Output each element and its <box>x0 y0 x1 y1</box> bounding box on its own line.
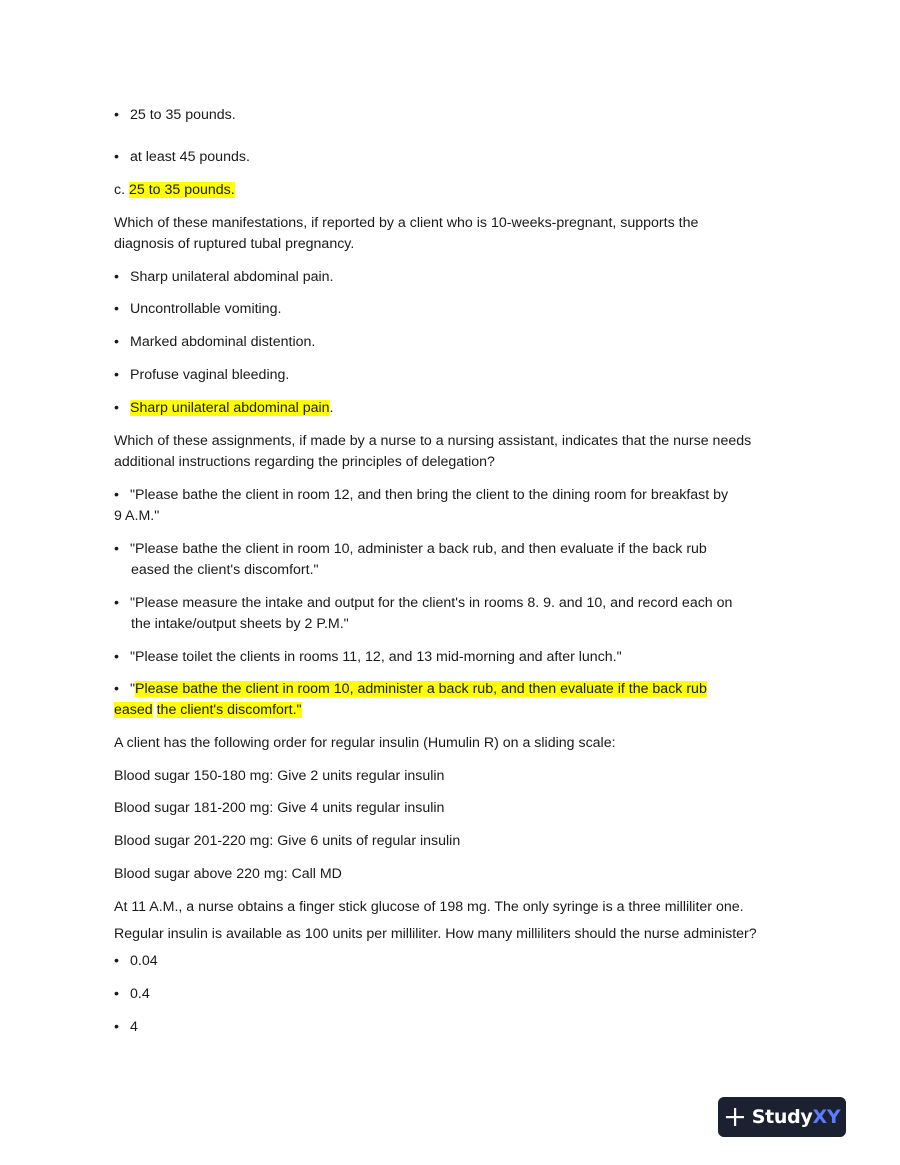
option-text: Marked abdominal distention. <box>130 334 316 350</box>
question-text: Which of these manifestations, if reported by a client who is 10-weeks-pregnant, supports the <box>114 215 699 231</box>
logo-text-accent: XY <box>812 1106 841 1128</box>
highlighted-answer: eased <box>114 702 153 718</box>
highlighted-answer: 25 to 35 pounds. <box>128 182 235 198</box>
answer-suffix: . <box>329 400 334 416</box>
bullet-dot: • <box>114 149 119 165</box>
option-text: "Please toilet the clients in rooms 11, 12, and 13 mid-morning and after lunch." <box>130 649 622 665</box>
scale-item: Blood sugar 181-200 mg: Give 4 units regular insulin <box>114 800 445 816</box>
logo-text-main: Study <box>751 1106 813 1128</box>
bullet-dot: • <box>114 367 119 383</box>
bullet-dot: • <box>114 681 119 697</box>
bullet-dot: • <box>114 301 119 317</box>
answer-line <box>114 679 707 700</box>
option-text: "Please bathe the client in room 10, administer a back rub, and then evaluate if the back rub <box>130 541 707 557</box>
bullet-dot: • <box>114 1019 119 1035</box>
option-item <box>114 984 150 1005</box>
question-text: diagnosis of ruptured tubal pregnancy. <box>114 236 355 252</box>
bullet-dot: • <box>114 400 119 416</box>
option-text-continued: the intake/output sheets by 2 P.M." <box>131 616 349 632</box>
answer-prefix: c. <box>114 182 129 198</box>
bullet-dot: • <box>114 269 119 285</box>
question-text: At 11 A.M., a nurse obtains a finger stick glucose of 198 mg. The only syringe is a three milliliter one. <box>114 899 744 915</box>
option-item <box>114 647 622 668</box>
bullet-dot: • <box>114 541 119 557</box>
question-intro: A client has the following order for regular insulin (Humulin R) on a sliding scale: <box>114 735 616 751</box>
option-text: "Please measure the intake and output for the client's in rooms 8. 9. and 10, and record each on <box>130 595 733 611</box>
option-text: 25 to 35 pounds. <box>130 107 236 123</box>
scale-item: Blood sugar 201-220 mg: Give 6 units of regular insulin <box>114 833 461 849</box>
option-item <box>114 365 289 386</box>
bullet-dot: • <box>114 487 119 503</box>
option-text: 0.4 <box>130 986 150 1002</box>
option-item <box>114 267 334 288</box>
option-text-continued: 9 A.M." <box>114 508 160 524</box>
bullet-dot: • <box>114 595 119 611</box>
option-text: Profuse vaginal bleeding. <box>130 367 290 383</box>
option-text: 0.04 <box>130 953 158 969</box>
option-text: "Please bathe the client in room 12, and then bring the client to the dining room for breakfast by <box>130 487 729 503</box>
bullet-dot: • <box>114 334 119 350</box>
option-item <box>114 1017 138 1038</box>
option-text-continued: eased the client's discomfort." <box>131 562 319 578</box>
bullet-dot: • <box>114 649 119 665</box>
option-text: at least 45 pounds. <box>130 149 250 165</box>
option-item <box>114 539 707 560</box>
option-item <box>114 105 236 126</box>
plus-icon <box>724 1106 746 1128</box>
question-text: Which of these assignments, if made by a nurse to a nursing assistant, indicates that the nurse needs <box>114 433 752 449</box>
option-text: Uncontrollable vomiting. <box>130 301 282 317</box>
option-item <box>114 951 158 972</box>
bullet-dot: • <box>114 107 119 123</box>
bullet-dot: • <box>114 953 119 969</box>
scale-item: Blood sugar above 220 mg: Call MD <box>114 866 342 882</box>
answer-line <box>114 180 235 201</box>
question-text: additional instructions regarding the principles of delegation? <box>114 454 495 470</box>
logo-text <box>752 1106 841 1128</box>
highlighted-answer: Please bathe the client in room 10, administer a back rub, and then evaluate if the back rub <box>135 681 707 697</box>
option-text: Sharp unilateral abdominal pain. <box>130 269 334 285</box>
highlighted-answer: Sharp unilateral abdominal pain <box>130 400 330 416</box>
option-item <box>114 485 728 506</box>
option-text: 4 <box>130 1019 138 1035</box>
option-item <box>114 147 250 168</box>
option-item <box>114 332 315 353</box>
answer-line-continued <box>114 700 302 721</box>
answer-quote: " <box>130 681 136 697</box>
highlighted-answer: the client's discomfort." <box>156 702 302 718</box>
option-item <box>114 299 281 320</box>
question-text: Regular insulin is available as 100 units per milliliter. How many milliliters should the nurse administer? <box>114 926 757 942</box>
scale-item: Blood sugar 150-180 mg: Give 2 units regular insulin <box>114 768 445 784</box>
bullet-dot: • <box>114 986 119 1002</box>
studyxy-logo[interactable] <box>718 1097 846 1137</box>
option-item <box>114 593 732 614</box>
answer-line <box>114 398 334 419</box>
